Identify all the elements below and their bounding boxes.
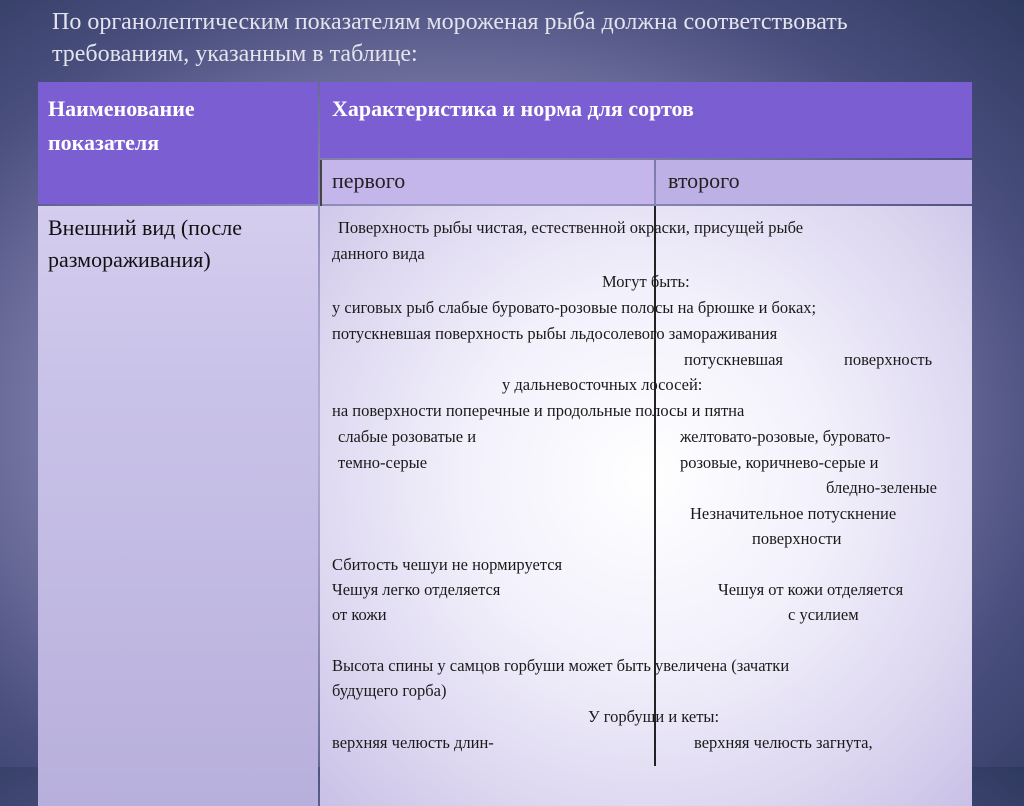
text-line: поверхность xyxy=(844,350,933,369)
text-line: слабые розоватые и xyxy=(338,427,477,446)
header-indicator-line-1: Наименование xyxy=(48,96,195,121)
text-line: Высота спины у самцов горбуши может быть увеличена (зачатки xyxy=(332,656,790,675)
header-divider xyxy=(320,160,322,208)
slide-title-line-1: По органолептическим показателям мороженая рыба должна соответствовать xyxy=(52,9,848,35)
slide-title-line-2: требованиям, указанным в таблице: xyxy=(52,41,418,67)
subheader-grade-second xyxy=(656,160,972,204)
text-line: Чешуя от кожи отделяется xyxy=(718,580,904,599)
subheader-grade-first xyxy=(320,160,654,204)
text-line: темно-серые xyxy=(338,453,428,472)
text-line: Поверхность рыбы чистая, естественной окраски, присущей рыбе xyxy=(338,218,804,237)
text-line: с усилием xyxy=(788,605,859,624)
text-line: бледно-зеленые xyxy=(826,478,937,497)
header-indicator-line-2: показателя xyxy=(48,130,160,155)
text-line: на поверхности поперечные и продольные полосы и пятна xyxy=(332,401,745,420)
text-line: у дальневосточных лососей: xyxy=(502,375,703,394)
grade-first-label: первого xyxy=(332,168,406,193)
text-line: у сиговых рыб слабые буровато-розовые полосы на брюшке и боках; xyxy=(332,298,817,317)
row-label-line-2: размораживания) xyxy=(48,247,211,272)
header-characteristics-label: Характеристика и норма для сортов xyxy=(332,96,694,121)
text-line: потускневшая поверхность рыбы льдосолевого замораживания xyxy=(332,324,778,343)
text-line: поверхности xyxy=(752,529,842,548)
row-label-line-1: Внешний вид (после xyxy=(48,215,242,240)
text-line: Незначительное потускнение xyxy=(690,504,897,523)
text-line: данного вида xyxy=(332,244,425,263)
text-line: потускневшая xyxy=(684,350,784,369)
text-line: от кожи xyxy=(332,605,387,624)
text-line: будущего горба) xyxy=(332,681,447,700)
text-line: У горбуши и кеты: xyxy=(588,707,720,726)
row-label-cell xyxy=(38,206,318,806)
text-line: верхняя челюсть загнута, xyxy=(694,733,873,752)
text-line: Могут быть: xyxy=(602,272,690,291)
text-line: розовые, коричнево-серые и xyxy=(680,453,879,472)
grade-second-label: второго xyxy=(668,168,740,193)
header-indicator-name xyxy=(38,82,318,204)
header-characteristics xyxy=(320,82,972,158)
text-line: Сбитость чешуи не нормируется xyxy=(332,555,563,574)
text-line: верхняя челюсть длин- xyxy=(332,733,494,752)
slide-title xyxy=(52,6,1012,70)
requirements-table xyxy=(38,82,972,782)
text-line: желтовато-розовые, буровато- xyxy=(680,427,891,446)
text-line: Чешуя легко отделяется xyxy=(332,580,501,599)
